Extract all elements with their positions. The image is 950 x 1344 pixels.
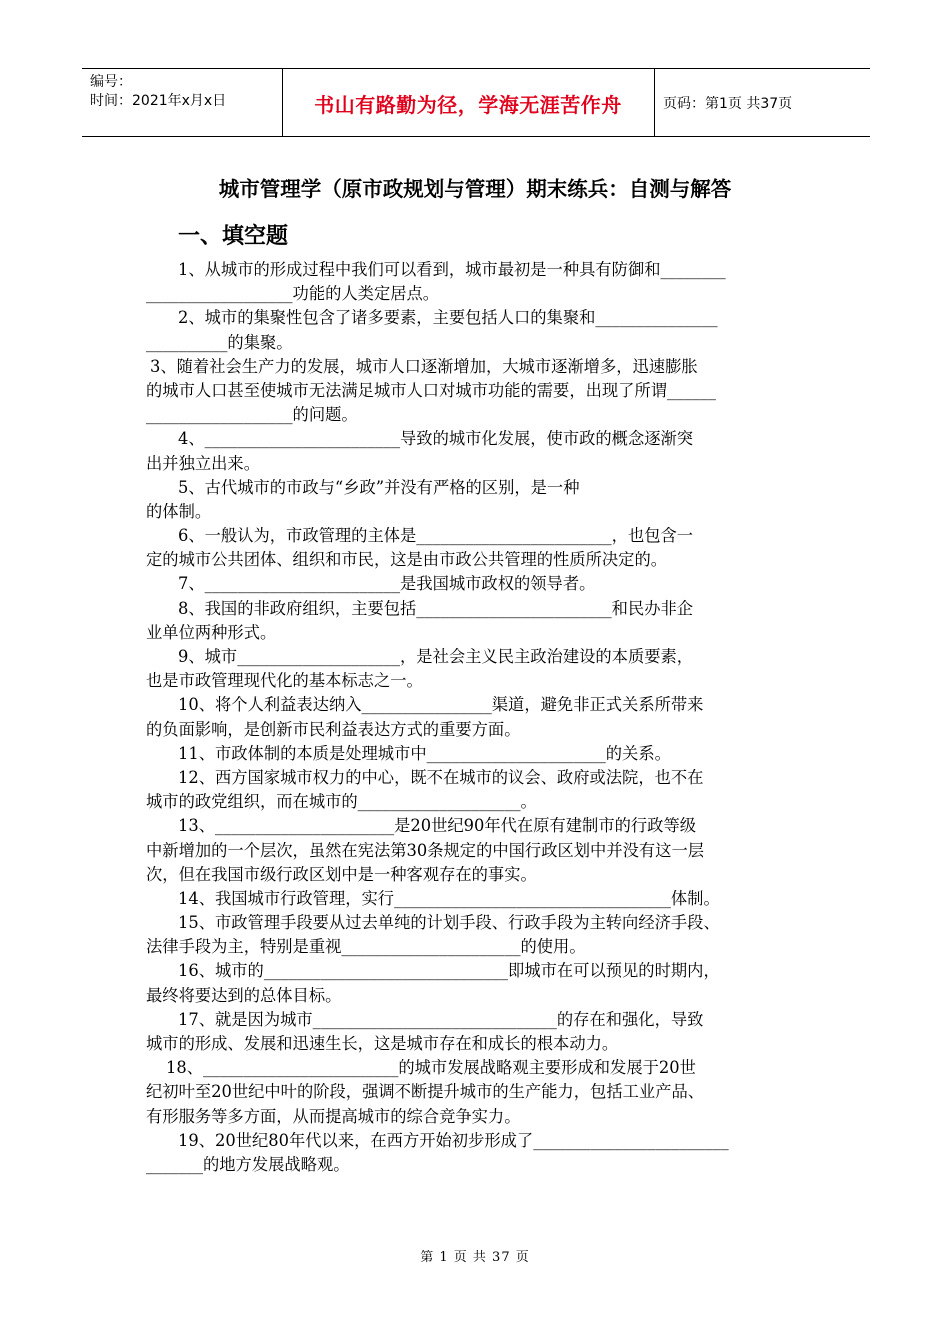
text-line: 6、一般认为，市政管理的主体是________________________，也包含一 xyxy=(178,526,694,546)
header-motto: 书山有路勤为径，学海无涯苦作舟 xyxy=(314,93,622,117)
text-line: 法律手段为主，特别是重视______________________的使用。 xyxy=(146,937,586,957)
text-line: __________的集聚。 xyxy=(146,332,293,352)
text-line: 的体制。 xyxy=(146,501,212,521)
text-line: 城市的政党组织，而在城市的____________________。 xyxy=(146,792,537,812)
text-line: 中新增加的一个层次，虽然在宪法第30条规定的中国行政区划中并没有这一层 xyxy=(146,840,705,860)
document-title: 城市管理学（原市政规划与管理）期末练兵：自测与解答 xyxy=(218,177,732,201)
text-line: 10、将个人利益表达纳入________________渠道，避免非正式关系所带来 xyxy=(178,695,704,715)
text-line: 15、市政管理手段要从过去单纯的计划手段、行政手段为主转向经济手段、 xyxy=(178,913,720,933)
header-divider xyxy=(654,69,655,136)
text-line: 19、20世纪80年代以来，在西方开始初步形成了________________________ xyxy=(178,1130,729,1150)
text-line: 定的城市公共团体、组织和市民，这是由市政公共管理的性质所决定的。 xyxy=(146,550,668,570)
text-line: 纪初叶至20世纪中叶的阶段，强调不断提升城市的生产能力，包括工业产品、 xyxy=(146,1082,705,1102)
text-line: 的城市人口甚至使城市无法满足城市人口对城市功能的需要，出现了所谓______ xyxy=(146,380,716,400)
text-line: 13、______________________是20世纪90年代在原有建制市的行政等级 xyxy=(178,816,697,836)
text-line: 城市的形成、发展和迅速生长，这是城市存在和成长的根本动力。 xyxy=(146,1034,619,1053)
text-line: 11、市政体制的本质是处理城市中______________________的关系。 xyxy=(178,743,671,763)
text-line: 17、就是因为城市______________________________的存在和强化，导致 xyxy=(178,1009,704,1029)
text-line: 也是市政管理现代化的基本标志之一。 xyxy=(146,671,423,691)
section-title: 一、填空题 xyxy=(178,224,289,249)
text-line: 18、________________________的城市发展战略观主要形成和发展于20世 xyxy=(166,1058,696,1078)
text-line: 1、从城市的形成过程中我们可以看到，城市最初是一种具有防御和________ xyxy=(178,260,726,279)
document-header xyxy=(82,68,870,137)
text-line: 出并独立出来。 xyxy=(146,453,260,473)
number-label: 编号： xyxy=(90,74,132,90)
text-line: 7、________________________是我国城市政权的领导者。 xyxy=(178,574,596,594)
text-line: 2、城市的集聚性包含了诸多要素，主要包括人口的集聚和_______________ xyxy=(178,308,718,328)
text-line: 业单位两种形式。 xyxy=(146,622,277,642)
header-meta xyxy=(90,73,226,111)
text-line: 有形服务等多方面，从而提高城市的综合竞争实力。 xyxy=(146,1106,521,1126)
document-body xyxy=(146,258,826,1177)
text-line: 9、城市____________________，是社会主义民主政治建设的本质要素， xyxy=(178,647,694,666)
text-line: __________________功能的人类定居点。 xyxy=(146,284,440,304)
text-line: 14、我国城市行政管理，实行__________________________________体制。 xyxy=(178,888,720,908)
page-footer: 第 1 页 共 37 页 xyxy=(420,1250,530,1265)
text-line: 8、我国的非政府组织，主要包括________________________和民办非企 xyxy=(178,598,694,618)
text-line: 3、随着社会生产力的发展，城市人口逐渐增加，大城市逐渐增多，迅速膨胀 xyxy=(150,356,698,376)
text-line: 4、________________________导致的城市化发展，使市政的概念逐渐突 xyxy=(178,429,694,449)
text-line: __________________的问题。 xyxy=(146,405,358,425)
text-line: 12、西方国家城市权力的中心，既不在城市的议会、政府或法院，也不在 xyxy=(178,767,704,787)
header-page-info: 页码：第1页 共37页 xyxy=(663,96,793,112)
text-line: 5、古代城市的市政与“乡政”并没有严格的区别，是一种 xyxy=(178,477,580,497)
text-line: 次，但在我国市级行政区划中是一种客观存在的事实。 xyxy=(146,864,537,884)
text-line: 最终将要达到的总体目标。 xyxy=(146,985,342,1005)
text-line: 的负面影响，是创新市民利益表达方式的重要方面。 xyxy=(146,719,521,739)
text-line: 16、城市的______________________________即城市在可以预见的时期内， xyxy=(178,961,720,981)
date-line: 时间：2021年x月x日 xyxy=(90,93,227,109)
text-line: _______的地方发展战略观。 xyxy=(146,1154,350,1174)
